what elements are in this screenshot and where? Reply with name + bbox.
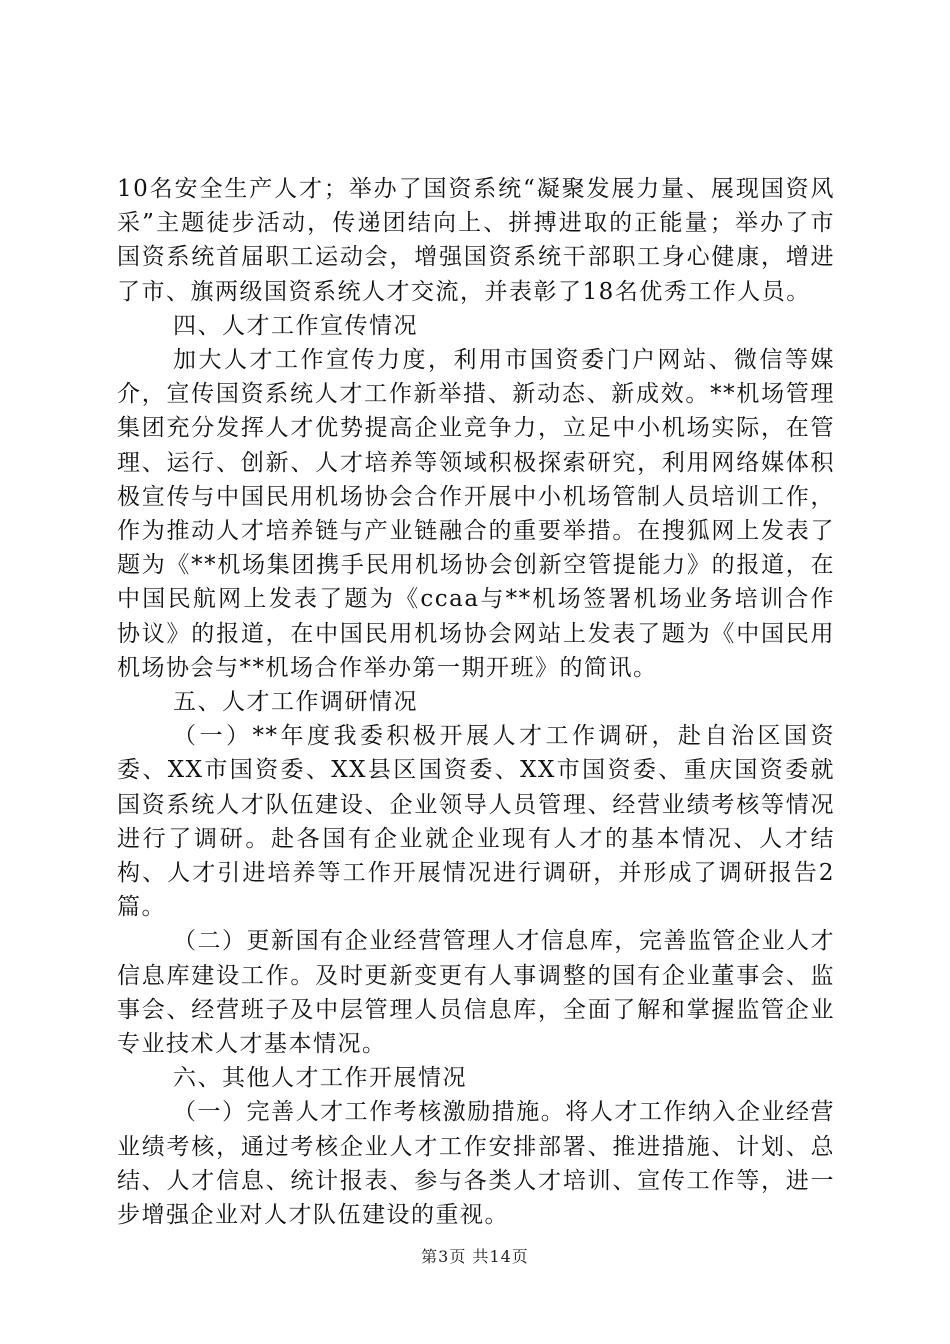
- page-footer: 第3页 共14页: [421, 1247, 529, 1266]
- document-body: [117, 172, 835, 1232]
- paragraph-other-1: （一）完善人才工作考核激励措施。将人才工作纳入企业经营业绩考核，通过考核企业人才工作安排部署、推进措施、计划、总结、人才信息、统计报表、参与各类人才培训、宣传工作等，进一步增强企业对人才队伍建设的重视。: [117, 1099, 835, 1229]
- paragraph-publicity: 加大人才工作宣传力度，利用市国资委门户网站、微信等媒介，宣传国资系统人才工作新举措、新动态、新成效。**机场管理集团充分发挥人才优势提高企业竞争力，立足中小机场实际，在管理、运行、创新、人才培养等领域积极探索研究，利用网络媒体积极宣传与中国民用机场协会合作开展中小机场管制人员培训工作，作为推动人才培养链与产业链融合的重要举措。在搜狐网上发表了题为《**机场集团携手民用机场协会创新空管提能力》的报道，在中国民航网上发表了题为《ccaa与**机场签署机场业务培训合作协议》的报道，在中国民用机场协会网站上发表了题为《中国民用机场协会与**机场合作举办第一期开班》的简讯。: [117, 347, 835, 681]
- paragraph-research-2: （二）更新国有企业经营管理人才信息库，完善监管企业人才信息库建设工作。及时更新变更有人事调整的国有企业董事会、监事会、经营班子及中层管理人员信息库，全面了解和掌握监管企业专业技术人才基本情况。: [117, 928, 835, 1058]
- section-heading-research: 五、人才工作调研情况: [173, 689, 418, 716]
- section-heading-other: 六、其他人才工作开展情况: [173, 1065, 467, 1092]
- paragraph-research-1: （一）**年度我委积极开展人才工作调研，赴自治区国资委、XX市国资委、XX县区国资委、XX市国资委、重庆国资委就国资系统人才队伍建设、企业领导人员管理、经营业绩考核等情况进行了调研。赴各国有企业就企业现有人才的基本情况、人才结构、人才引进培养等工作开展情况进行调研，并形成了调研报告2篇。: [117, 723, 835, 921]
- paragraph-continuation: 10名安全生产人才；举办了国资系统“凝聚发展力量、展现国资风采”主题徒步活动，传递团结向上、拼搏进取的正能量；举办了市国资系统首届职工运动会，增强国资系统干部职工身心健康，增进了市、旗两级国资系统人才交流，并表彰了18名优秀工作人员。: [117, 176, 835, 305]
- section-heading-publicity: 四、人才工作宣传情况: [173, 312, 418, 339]
